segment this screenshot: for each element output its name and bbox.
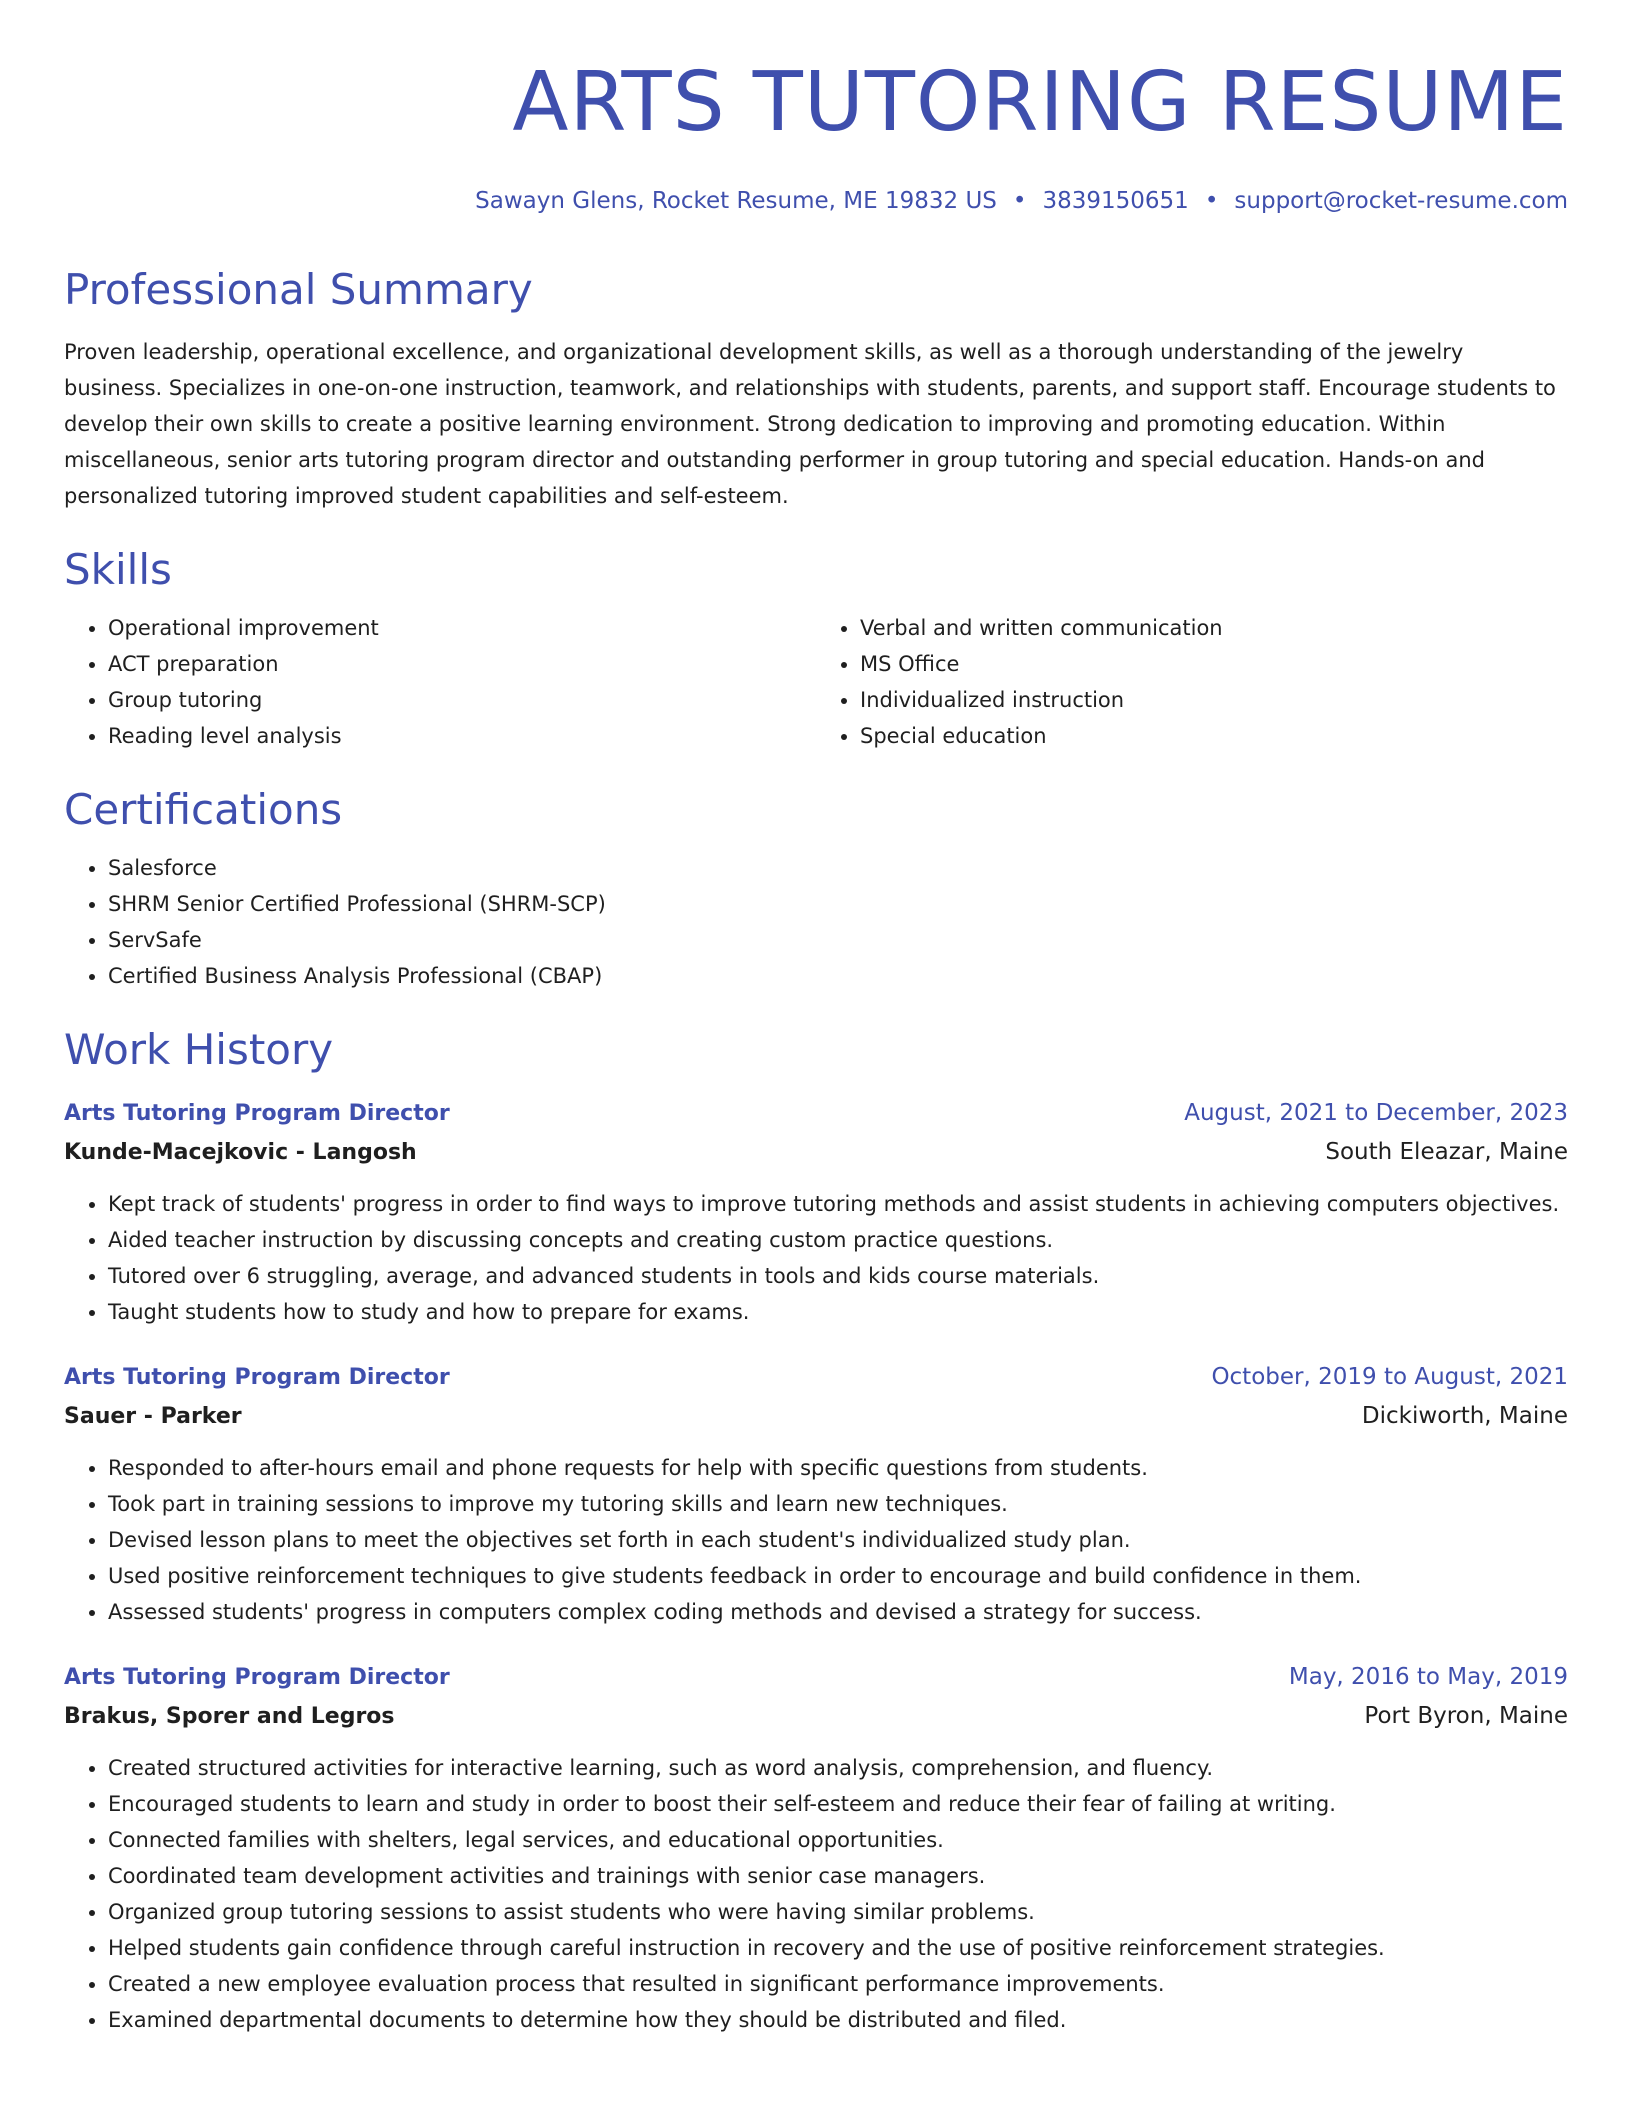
skill-item: • Verbal and written communication <box>860 610 1568 646</box>
certification-item: • ServSafe <box>108 922 1568 958</box>
job-title: Arts Tutoring Program Director <box>64 1101 450 1126</box>
contact-line <box>64 186 1568 216</box>
resume-title: ARTS TUTORING RESUME <box>512 55 1568 150</box>
skills-column-right <box>816 610 1568 754</box>
certification-item: • SHRM Senior Certified Professional (SHRM-SCP) <box>108 886 1568 922</box>
job-entry <box>64 1094 1568 1330</box>
job-title: Arts Tutoring Program Director <box>64 1365 450 1390</box>
job-entry <box>64 1658 1568 2038</box>
job-bullet: • Used positive reinforcement techniques to give students feedback in order to encourage and build confidence in them. <box>108 1558 1568 1594</box>
job-bullet: • Tutored over 6 struggling, average, and advanced students in tools and kids course materials. <box>108 1258 1568 1294</box>
job-company: Kunde-Macejkovic - Langosh <box>64 1140 417 1165</box>
skill-item: • Special education <box>860 718 1568 754</box>
job-bullet: • Kept track of students' progress in order to find ways to improve tutoring methods and assist students in achieving computers objectives. <box>108 1186 1568 1222</box>
contact-phone[interactable]: 3839150651 <box>1042 188 1189 214</box>
skill-item: • Group tutoring <box>108 682 816 718</box>
work-history-heading: Work History <box>64 1025 334 1074</box>
job-company: Brakus, Sporer and Legros <box>64 1704 395 1729</box>
summary-text: Proven leadership, operational excellence, and organizational development skills, as well as a thorough understanding of the jewelry business. Specializes in one-on-one instruction, teamwork, and relationships with students, parents, and support staff. Encourage students to develop their own skills to create a positive learning environment. Strong dedication to improving and promoting education. Within miscellaneous, senior arts tutoring program director and outstanding performer in group tutoring and special education. Hands-on and personalized tutoring improved student capabilities and self-esteem. <box>64 340 1556 508</box>
contact-email[interactable]: support@rocket-resume.com <box>1234 188 1568 214</box>
skill-item: • Individualized instruction <box>860 682 1568 718</box>
job-bullet: • Connected families with shelters, legal services, and educational opportunities. <box>108 1822 1568 1858</box>
skills-column-left <box>64 610 816 754</box>
job-title: Arts Tutoring Program Director <box>64 1665 450 1690</box>
job-bullet: • Taught students how to study and how to prepare for exams. <box>108 1294 1568 1330</box>
certification-item: • Salesforce <box>108 850 1568 886</box>
job-location: Port Byron, Maine <box>1364 1703 1568 1729</box>
skill-item: • ACT preparation <box>108 646 816 682</box>
job-bullet: • Assessed students' progress in computers complex coding methods and devised a strategy for success. <box>108 1594 1568 1630</box>
job-bullet: • Aided teacher instruction by discussing concepts and creating custom practice questions. <box>108 1222 1568 1258</box>
job-entry <box>64 1358 1568 1630</box>
job-dates: August, 2021 to December, 2023 <box>1184 1100 1568 1126</box>
job-bullets <box>64 1186 1568 1330</box>
job-dates: May, 2016 to May, 2019 <box>1288 1664 1568 1690</box>
job-bullets <box>64 1450 1568 1630</box>
skills-list <box>64 610 1568 754</box>
job-bullet: • Created structured activities for interactive learning, such as word analysis, comprehension, and fluency. <box>108 1750 1568 1786</box>
contact-separator: • <box>1012 188 1027 214</box>
job-company: Sauer - Parker <box>64 1404 242 1429</box>
job-dates: October, 2019 to August, 2021 <box>1211 1364 1568 1390</box>
job-bullet: • Responded to after-hours email and phone requests for help with specific questions from students. <box>108 1450 1568 1486</box>
job-bullets <box>64 1750 1568 2038</box>
skill-item: • MS Office <box>860 646 1568 682</box>
contact-separator: • <box>1204 188 1219 214</box>
skills-heading: Skills <box>64 545 172 594</box>
job-bullet: • Examined departmental documents to determine how they should be distributed and filed. <box>108 2002 1568 2038</box>
job-location: Dickiworth, Maine <box>1361 1403 1568 1429</box>
job-bullet: • Encouraged students to learn and study in order to boost their self-esteem and reduce their fear of failing at writing. <box>108 1786 1568 1822</box>
job-bullet: • Took part in training sessions to improve my tutoring skills and learn new techniques. <box>108 1486 1568 1522</box>
job-location: South Eleazar, Maine <box>1325 1139 1568 1165</box>
summary-heading: Professional Summary <box>64 265 533 314</box>
job-bullet: • Coordinated team development activities and trainings with senior case managers. <box>108 1858 1568 1894</box>
contact-address: Sawayn Glens, Rocket Resume, ME 19832 US <box>475 188 997 214</box>
certifications-list <box>64 850 1568 994</box>
job-bullet: • Helped students gain confidence through careful instruction in recovery and the use of positive reinforcement strategies. <box>108 1930 1568 1966</box>
job-bullet: • Created a new employee evaluation process that resulted in significant performance improvements. <box>108 1966 1568 2002</box>
skill-item: • Reading level analysis <box>108 718 816 754</box>
job-bullet: • Organized group tutoring sessions to assist students who were having similar problems. <box>108 1894 1568 1930</box>
certification-item: • Certified Business Analysis Professional (CBAP) <box>108 958 1568 994</box>
job-bullet: • Devised lesson plans to meet the objectives set forth in each student's individualized study plan. <box>108 1522 1568 1558</box>
certifications-heading: Certifications <box>64 785 343 834</box>
skill-item: • Operational improvement <box>108 610 816 646</box>
